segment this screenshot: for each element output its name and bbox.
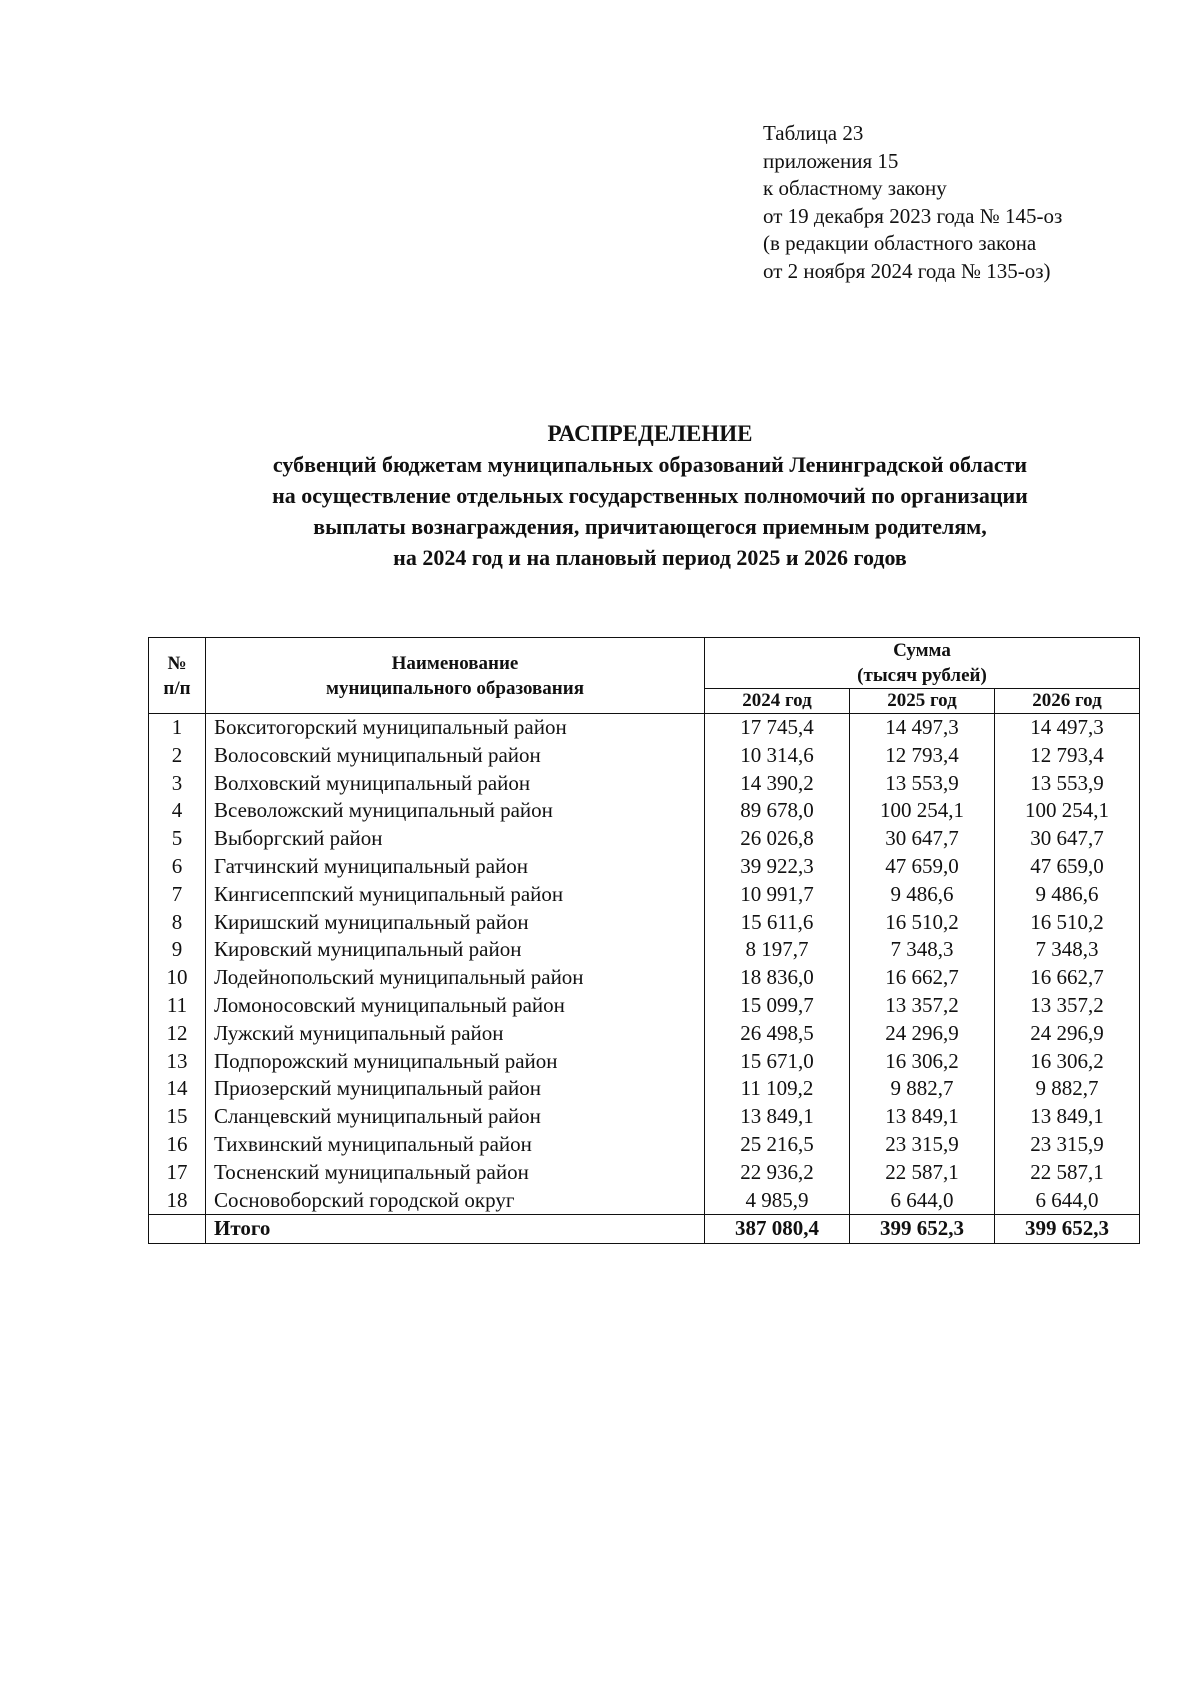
amount-2024: 89 678,0 (705, 797, 850, 825)
table-row (149, 1159, 1140, 1187)
total-2026: 399 652,3 (995, 1215, 1140, 1244)
table-row (149, 853, 1140, 881)
total-num-cell (149, 1215, 206, 1244)
row-number: 17 (149, 1159, 206, 1187)
amount-2026: 13 849,1 (995, 1103, 1140, 1131)
amount-2024: 25 216,5 (705, 1131, 850, 1159)
amount-2026: 23 315,9 (995, 1131, 1140, 1159)
amount-2026: 30 647,7 (995, 825, 1140, 853)
year-header-2024: 2024 год (705, 689, 850, 714)
amount-2024: 14 390,2 (705, 770, 850, 798)
amount-2026: 24 296,9 (995, 1020, 1140, 1048)
table-row (149, 992, 1140, 1020)
title-line: субвенций бюджетам муниципальных образований Ленинградской области (272, 452, 1028, 477)
col-num-label: № (167, 652, 187, 674)
amount-2025: 23 315,9 (850, 1131, 995, 1159)
row-number: 18 (149, 1187, 206, 1215)
amount-2024: 26 498,5 (705, 1020, 850, 1048)
row-number: 6 (149, 853, 206, 881)
table-row (149, 770, 1140, 798)
table-row (149, 1048, 1140, 1076)
row-number: 1 (149, 714, 206, 742)
row-number: 14 (149, 1075, 206, 1103)
row-number: 11 (149, 992, 206, 1020)
table-row (149, 1020, 1140, 1048)
table-row (149, 964, 1140, 992)
municipality-name: Тосненский муниципальный район (206, 1159, 705, 1187)
amount-2025: 13 357,2 (850, 992, 995, 1020)
amount-2025: 24 296,9 (850, 1020, 995, 1048)
amount-2026: 9 882,7 (995, 1075, 1140, 1103)
amount-2025: 7 348,3 (850, 936, 995, 964)
sum-header (705, 638, 1140, 689)
amount-2025: 14 497,3 (850, 714, 995, 742)
amount-2025: 9 882,7 (850, 1075, 995, 1103)
amount-2025: 47 659,0 (850, 853, 995, 881)
col-num-label: п/п (163, 677, 191, 699)
distribution-table (148, 637, 1140, 1244)
municipality-name: Волосовский муниципальный район (206, 742, 705, 770)
year-header-2026: 2026 год (995, 689, 1140, 714)
title-main: РАСПРЕДЕЛЕНИЕ (547, 421, 753, 446)
municipality-name: Бокситогорский муниципальный район (206, 714, 705, 742)
appendix-note-line: к областному закону (763, 176, 947, 200)
amount-2024: 15 671,0 (705, 1048, 850, 1076)
table-row (149, 1131, 1140, 1159)
amount-2025: 6 644,0 (850, 1187, 995, 1215)
amount-2025: 100 254,1 (850, 797, 995, 825)
municipality-name: Всеволожский муниципальный район (206, 797, 705, 825)
municipality-name: Лодейнопольский муниципальный район (206, 964, 705, 992)
year-header-2025: 2025 год (850, 689, 995, 714)
table-row (149, 881, 1140, 909)
amount-2026: 16 306,2 (995, 1048, 1140, 1076)
municipality-name: Гатчинский муниципальный район (206, 853, 705, 881)
amount-2026: 16 510,2 (995, 909, 1140, 937)
title-line: выплаты вознаграждения, причитающегося приемным родителям, (313, 514, 987, 539)
table-row (149, 825, 1140, 853)
table-row (149, 714, 1140, 742)
title-line: на осуществление отдельных государственных полномочий по организации (272, 483, 1028, 508)
amount-2024: 39 922,3 (705, 853, 850, 881)
amount-2025: 9 486,6 (850, 881, 995, 909)
row-number: 12 (149, 1020, 206, 1048)
amount-2024: 13 849,1 (705, 1103, 850, 1131)
amount-2026: 13 357,2 (995, 992, 1140, 1020)
amount-2026: 47 659,0 (995, 853, 1140, 881)
amount-2024: 17 745,4 (705, 714, 850, 742)
amount-2025: 30 647,7 (850, 825, 995, 853)
municipality-name: Тихвинский муниципальный район (206, 1131, 705, 1159)
amount-2026: 12 793,4 (995, 742, 1140, 770)
row-number: 4 (149, 797, 206, 825)
row-number: 8 (149, 909, 206, 937)
amount-2025: 12 793,4 (850, 742, 995, 770)
col-num-header (149, 638, 206, 714)
total-2025: 399 652,3 (850, 1215, 995, 1244)
municipality-name: Лужский муниципальный район (206, 1020, 705, 1048)
col-name-header (206, 638, 705, 714)
sum-label: Сумма (893, 640, 951, 661)
amount-2024: 26 026,8 (705, 825, 850, 853)
amount-2026: 6 644,0 (995, 1187, 1140, 1215)
amount-2024: 4 985,9 (705, 1187, 850, 1215)
amount-2024: 10 314,6 (705, 742, 850, 770)
row-number: 5 (149, 825, 206, 853)
total-2024: 387 080,4 (705, 1215, 850, 1244)
amount-2026: 14 497,3 (995, 714, 1140, 742)
amount-2025: 13 849,1 (850, 1103, 995, 1131)
amount-2025: 22 587,1 (850, 1159, 995, 1187)
amount-2026: 7 348,3 (995, 936, 1140, 964)
appendix-note (763, 120, 1062, 285)
table-row (149, 936, 1140, 964)
table-row (149, 742, 1140, 770)
amount-2024: 22 936,2 (705, 1159, 850, 1187)
title-line: на 2024 год и на плановый период 2025 и 2026 годов (393, 545, 907, 570)
table-row (149, 797, 1140, 825)
row-number: 9 (149, 936, 206, 964)
municipality-name: Киришский муниципальный район (206, 909, 705, 937)
table-row (149, 909, 1140, 937)
amount-2024: 8 197,7 (705, 936, 850, 964)
amount-2026: 13 553,9 (995, 770, 1140, 798)
amount-2026: 100 254,1 (995, 797, 1140, 825)
amount-2024: 10 991,7 (705, 881, 850, 909)
municipality-name: Волховский муниципальный район (206, 770, 705, 798)
municipality-name: Сланцевский муниципальный район (206, 1103, 705, 1131)
table-body (149, 714, 1140, 1215)
amount-2024: 15 099,7 (705, 992, 850, 1020)
table-row (149, 1075, 1140, 1103)
municipality-name: Подпорожский муниципальный район (206, 1048, 705, 1076)
amount-2025: 16 510,2 (850, 909, 995, 937)
appendix-note-line: Таблица 23 (763, 121, 864, 145)
row-number: 13 (149, 1048, 206, 1076)
row-number: 16 (149, 1131, 206, 1159)
amount-2026: 22 587,1 (995, 1159, 1140, 1187)
amount-2026: 16 662,7 (995, 964, 1140, 992)
municipality-name: Кингисеппский муниципальный район (206, 881, 705, 909)
row-number: 15 (149, 1103, 206, 1131)
amount-2024: 11 109,2 (705, 1075, 850, 1103)
appendix-note-line: от 2 ноября 2024 года № 135-оз) (763, 258, 1051, 283)
row-number: 10 (149, 964, 206, 992)
appendix-note-line: от 19 декабря 2023 года № 145-оз (763, 203, 1063, 228)
municipality-name: Ломоносовский муниципальный район (206, 992, 705, 1020)
sum-units: (тысяч рублей) (857, 665, 987, 686)
appendix-note-line: приложения 15 (763, 148, 899, 173)
row-number: 7 (149, 881, 206, 909)
amount-2026: 9 486,6 (995, 881, 1140, 909)
row-number: 2 (149, 742, 206, 770)
col-name-label: муниципального образования (326, 677, 584, 699)
municipality-name: Приозерский муниципальный район (206, 1075, 705, 1103)
amount-2025: 16 306,2 (850, 1048, 995, 1076)
document-title (0, 418, 1200, 573)
row-number: 3 (149, 770, 206, 798)
table-row (149, 1103, 1140, 1131)
total-row (149, 1215, 1140, 1244)
municipality-name: Кировский муниципальный район (206, 936, 705, 964)
table-row (149, 1187, 1140, 1215)
appendix-note-line: (в редакции областного закона (763, 231, 1037, 255)
col-name-label: Наименование (391, 652, 519, 674)
amount-2024: 18 836,0 (705, 964, 850, 992)
amount-2025: 16 662,7 (850, 964, 995, 992)
municipality-name: Сосновоборский городской округ (206, 1187, 705, 1215)
municipality-name: Выборгский район (206, 825, 705, 853)
amount-2024: 15 611,6 (705, 909, 850, 937)
amount-2025: 13 553,9 (850, 770, 995, 798)
total-label: Итого (206, 1215, 705, 1244)
